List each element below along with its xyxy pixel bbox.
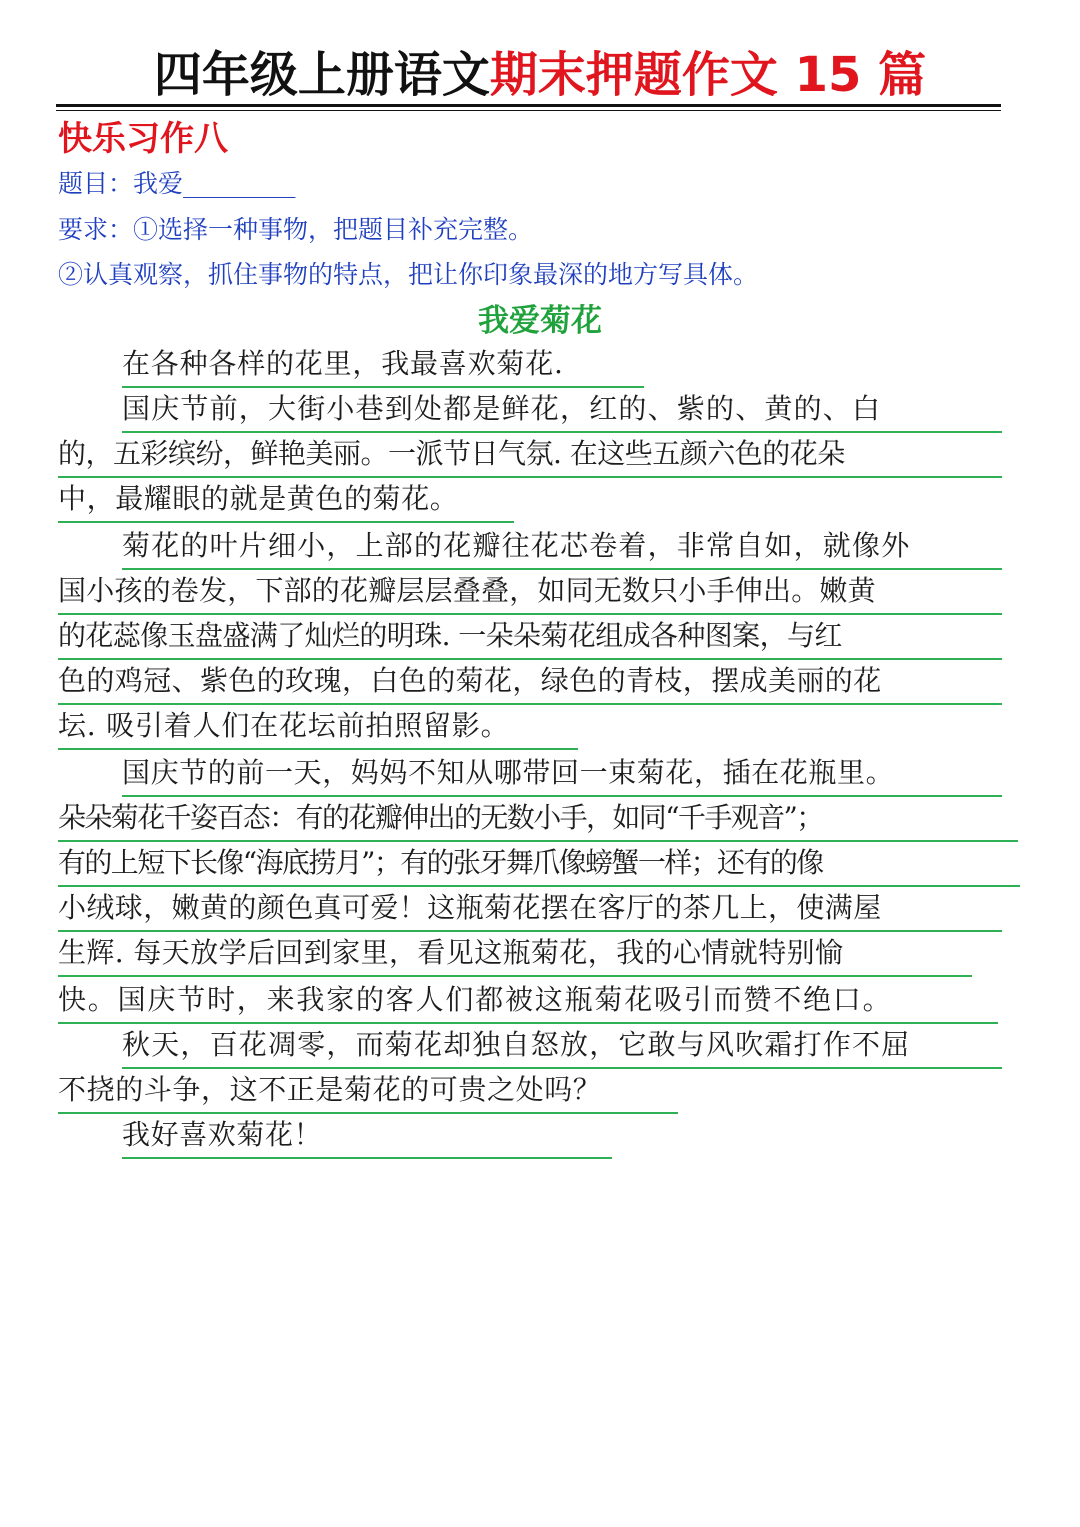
essay-line: 我好喜欢菊花！ xyxy=(122,1115,612,1159)
page-title-highlight: 期末押题作文 15 篇 xyxy=(489,47,927,103)
essay-line: 的，五彩缤纷，鲜艳美丽。一派节日气氛. 在这些五颜六色的花朵 xyxy=(58,434,1002,478)
essay-line: 有的上短下长像“海底捞月”；有的张牙舞爪像螃蟹一样；还有的像 xyxy=(58,843,1020,887)
essay-line: 国庆节的前一天，妈妈不知从哪带回一束菊花，插在花瓶里。 xyxy=(122,753,1002,797)
title-underline-thick xyxy=(56,104,1001,107)
essay-line: 中，最耀眼的就是黄色的菊花。 xyxy=(58,479,514,523)
section-title: 快乐习作八 xyxy=(58,119,228,159)
essay-line: 菊花的叶片细小，上部的花瓣往花芯卷着，非常自如，就像外 xyxy=(122,526,1002,570)
essay-line: 生辉. 每天放学后回到家里，看见这瓶菊花，我的心情就特别愉 xyxy=(58,933,972,977)
page-title xyxy=(0,40,1080,110)
essay-line: 色的鸡冠、紫色的玫瑰，白色的菊花，绿色的青枝，摆成美丽的花 xyxy=(58,661,1002,705)
essay-line: 的花蕊像玉盘盛满了灿烂的明珠. 一朵朵菊花组成各种图案，与红 xyxy=(58,616,1002,660)
essay-title: 我爱菊花 xyxy=(478,303,602,339)
essay-line: 国小孩的卷发，下部的花瓣层层叠叠，如同无数只小手伸出。嫩黄 xyxy=(58,571,1002,615)
essay-line: 坛. 吸引着人们在花坛前拍照留影。 xyxy=(58,706,578,750)
essay-line: 朵朵菊花千姿百态：有的花瓣伸出的无数小手，如同“千手观音”； xyxy=(58,798,1018,842)
essay-line: 秋天，百花凋零，而菊花却独自怒放，它敢与风吹霜打作不屈 xyxy=(122,1025,1002,1069)
essay-line: 在各种各样的花里，我最喜欢菊花. xyxy=(122,344,644,388)
requirement-2: ②认真观察，抓住事物的特点，把让你印象最深的地方写具体。 xyxy=(58,260,759,289)
page-title-main: 四年级上册语文 xyxy=(153,47,490,103)
essay-line: 国庆节前，大街小巷到处都是鲜花，红的、紫的、黄的、白 xyxy=(122,389,1002,433)
essay-topic: 题目：我爱_________ xyxy=(58,169,296,198)
title-underline-thin xyxy=(56,110,1001,111)
requirement-1: 要求：①选择一种事物，把题目补充完整。 xyxy=(58,215,534,244)
essay-line: 快。国庆节时，来我家的客人们都被这瓶菊花吸引而赞不绝口。 xyxy=(58,980,998,1024)
essay-line: 小绒球，嫩黄的颜色真可爱！这瓶菊花摆在客厅的茶几上，使满屋 xyxy=(58,888,1002,932)
essay-line: 不挠的斗争，这不正是菊花的可贵之处吗？ xyxy=(58,1070,678,1114)
